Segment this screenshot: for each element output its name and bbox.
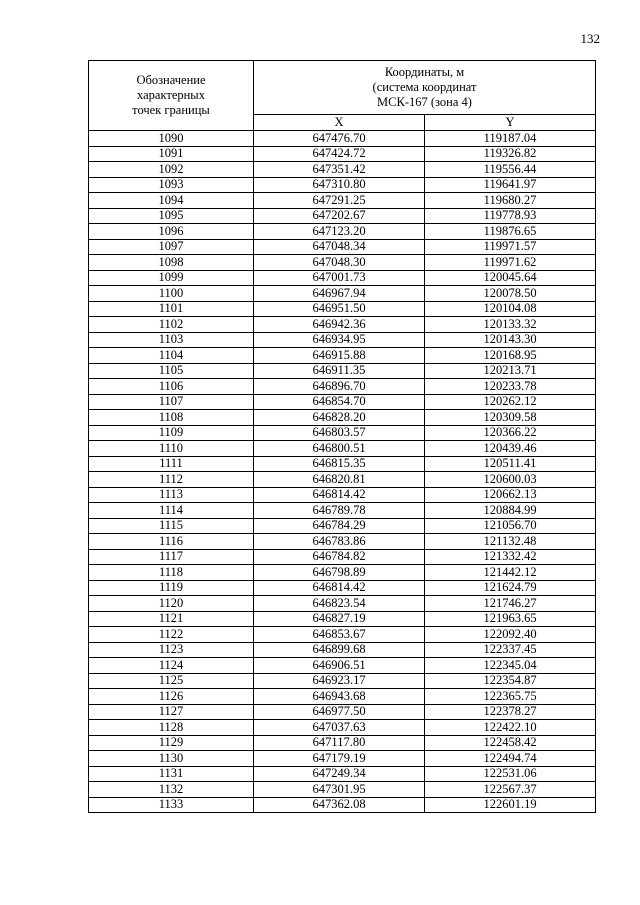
table-row (89, 193, 596, 209)
table-row (89, 224, 596, 240)
table-body (89, 131, 596, 813)
cell-y: 119876.65 (425, 224, 596, 240)
cell-point-id: 1091 (89, 146, 254, 162)
cell-point-id: 1124 (89, 658, 254, 674)
cell-x: 647117.80 (254, 735, 425, 751)
cell-point-id: 1111 (89, 456, 254, 472)
cell-y: 122531.06 (425, 766, 596, 782)
cell-x: 647424.72 (254, 146, 425, 162)
cell-x: 646803.57 (254, 425, 425, 441)
cell-x: 646854.70 (254, 394, 425, 410)
cell-x: 647310.80 (254, 177, 425, 193)
cell-x: 647362.08 (254, 797, 425, 813)
cell-y: 122422.10 (425, 720, 596, 736)
table-row (89, 487, 596, 503)
cell-x: 646783.86 (254, 534, 425, 550)
cell-y: 121624.79 (425, 580, 596, 596)
table-row (89, 472, 596, 488)
table-row (89, 363, 596, 379)
header-point-designation (89, 61, 254, 131)
cell-x: 647351.42 (254, 162, 425, 178)
cell-x: 646820.81 (254, 472, 425, 488)
cell-y: 119641.97 (425, 177, 596, 193)
cell-point-id: 1093 (89, 177, 254, 193)
cell-point-id: 1106 (89, 379, 254, 395)
table-row (89, 782, 596, 798)
cell-x: 646828.20 (254, 410, 425, 426)
cell-y: 121332.42 (425, 549, 596, 565)
cell-point-id: 1132 (89, 782, 254, 798)
cell-point-id: 1103 (89, 332, 254, 348)
cell-point-id: 1128 (89, 720, 254, 736)
cell-x: 646896.70 (254, 379, 425, 395)
cell-x: 646977.50 (254, 704, 425, 720)
table-row (89, 642, 596, 658)
table-row (89, 255, 596, 271)
cell-point-id: 1113 (89, 487, 254, 503)
cell-y: 122354.87 (425, 673, 596, 689)
cell-point-id: 1114 (89, 503, 254, 519)
cell-y: 122601.19 (425, 797, 596, 813)
cell-y: 120600.03 (425, 472, 596, 488)
cell-y: 122458.42 (425, 735, 596, 751)
header-coords-line: МСК-167 (зона 4) (377, 94, 472, 109)
cell-x: 646827.19 (254, 611, 425, 627)
table-row (89, 425, 596, 441)
table-row (89, 456, 596, 472)
header-y: Y (425, 114, 596, 130)
cell-point-id: 1099 (89, 270, 254, 286)
cell-point-id: 1133 (89, 797, 254, 813)
page-number: 132 (580, 31, 600, 46)
coordinates-table (88, 60, 596, 813)
cell-x: 647001.73 (254, 270, 425, 286)
cell-y: 120133.32 (425, 317, 596, 333)
table-row (89, 239, 596, 255)
table-row (89, 534, 596, 550)
table-row (89, 286, 596, 302)
cell-x: 647476.70 (254, 131, 425, 147)
cell-y: 119326.82 (425, 146, 596, 162)
cell-x: 646784.82 (254, 549, 425, 565)
cell-point-id: 1130 (89, 751, 254, 767)
cell-point-id: 1118 (89, 565, 254, 581)
cell-point-id: 1116 (89, 534, 254, 550)
cell-x: 647301.95 (254, 782, 425, 798)
table-row (89, 270, 596, 286)
cell-x: 646789.78 (254, 503, 425, 519)
table-row (89, 720, 596, 736)
table-row (89, 317, 596, 333)
table-row (89, 503, 596, 519)
table-row (89, 565, 596, 581)
cell-x: 646911.35 (254, 363, 425, 379)
cell-point-id: 1126 (89, 689, 254, 705)
cell-point-id: 1100 (89, 286, 254, 302)
cell-x: 647291.25 (254, 193, 425, 209)
cell-point-id: 1107 (89, 394, 254, 410)
cell-y: 120884.99 (425, 503, 596, 519)
cell-point-id: 1120 (89, 596, 254, 612)
cell-point-id: 1098 (89, 255, 254, 271)
cell-y: 121963.65 (425, 611, 596, 627)
cell-y: 119971.62 (425, 255, 596, 271)
header-point-line: точек границы (132, 103, 210, 117)
cell-point-id: 1105 (89, 363, 254, 379)
cell-x: 646906.51 (254, 658, 425, 674)
table-row (89, 332, 596, 348)
cell-y: 120168.95 (425, 348, 596, 364)
cell-x: 647202.67 (254, 208, 425, 224)
cell-point-id: 1104 (89, 348, 254, 364)
cell-point-id: 1123 (89, 642, 254, 658)
cell-point-id: 1095 (89, 208, 254, 224)
cell-y: 121056.70 (425, 518, 596, 534)
cell-y: 120662.13 (425, 487, 596, 503)
cell-y: 120511.41 (425, 456, 596, 472)
cell-y: 119187.04 (425, 131, 596, 147)
cell-y: 120262.12 (425, 394, 596, 410)
cell-point-id: 1097 (89, 239, 254, 255)
table-row (89, 348, 596, 364)
cell-y: 119778.93 (425, 208, 596, 224)
cell-point-id: 1119 (89, 580, 254, 596)
cell-y: 122345.04 (425, 658, 596, 674)
table-row (89, 394, 596, 410)
cell-x: 647037.63 (254, 720, 425, 736)
cell-y: 120366.22 (425, 425, 596, 441)
table-row (89, 596, 596, 612)
table-row (89, 518, 596, 534)
table-row (89, 673, 596, 689)
cell-point-id: 1115 (89, 518, 254, 534)
table-row (89, 162, 596, 178)
cell-y: 120143.30 (425, 332, 596, 348)
header-x: X (254, 114, 425, 130)
cell-x: 647048.30 (254, 255, 425, 271)
cell-x: 646798.89 (254, 565, 425, 581)
cell-y: 120439.46 (425, 441, 596, 457)
cell-x: 647123.20 (254, 224, 425, 240)
table-row (89, 379, 596, 395)
cell-x: 646951.50 (254, 301, 425, 317)
cell-point-id: 1101 (89, 301, 254, 317)
table-row (89, 177, 596, 193)
cell-x: 646853.67 (254, 627, 425, 643)
cell-y: 120309.58 (425, 410, 596, 426)
cell-x: 647048.34 (254, 239, 425, 255)
table-row (89, 146, 596, 162)
header-coords-line: Координаты, м (384, 64, 465, 79)
cell-point-id: 1112 (89, 472, 254, 488)
cell-point-id: 1129 (89, 735, 254, 751)
cell-point-id: 1127 (89, 704, 254, 720)
cell-y: 120104.08 (425, 301, 596, 317)
cell-y: 119680.27 (425, 193, 596, 209)
table-row (89, 611, 596, 627)
table-row (89, 735, 596, 751)
cell-x: 646943.68 (254, 689, 425, 705)
cell-y: 122365.75 (425, 689, 596, 705)
cell-x: 647249.34 (254, 766, 425, 782)
cell-y: 122337.45 (425, 642, 596, 658)
cell-x: 646823.54 (254, 596, 425, 612)
cell-y: 120078.50 (425, 286, 596, 302)
cell-point-id: 1110 (89, 441, 254, 457)
cell-y: 121746.27 (425, 596, 596, 612)
table-row (89, 580, 596, 596)
cell-y: 119971.57 (425, 239, 596, 255)
cell-x: 646800.51 (254, 441, 425, 457)
cell-x: 646815.35 (254, 456, 425, 472)
table-row (89, 797, 596, 813)
cell-y: 122378.27 (425, 704, 596, 720)
cell-x: 647179.19 (254, 751, 425, 767)
cell-x: 646899.68 (254, 642, 425, 658)
cell-y: 121132.48 (425, 534, 596, 550)
table-row (89, 627, 596, 643)
cell-x: 646967.94 (254, 286, 425, 302)
cell-point-id: 1102 (89, 317, 254, 333)
cell-point-id: 1117 (89, 549, 254, 565)
table-row (89, 689, 596, 705)
cell-y: 121442.12 (425, 565, 596, 581)
cell-point-id: 1122 (89, 627, 254, 643)
header-coords-line: (система координат (372, 79, 477, 94)
cell-x: 646934.95 (254, 332, 425, 348)
cell-y: 122494.74 (425, 751, 596, 767)
cell-point-id: 1096 (89, 224, 254, 240)
cell-point-id: 1090 (89, 131, 254, 147)
cell-point-id: 1094 (89, 193, 254, 209)
cell-y: 120213.71 (425, 363, 596, 379)
header-coordinates (254, 61, 596, 115)
table-row (89, 766, 596, 782)
cell-y: 122567.37 (425, 782, 596, 798)
cell-point-id: 1125 (89, 673, 254, 689)
header-point-line: характерных (137, 88, 205, 102)
table-row (89, 441, 596, 457)
cell-y: 119556.44 (425, 162, 596, 178)
table-row (89, 549, 596, 565)
table-row (89, 704, 596, 720)
header-point-line: Обозначение (136, 73, 206, 87)
cell-x: 646923.17 (254, 673, 425, 689)
table-row (89, 751, 596, 767)
cell-y: 122092.40 (425, 627, 596, 643)
cell-point-id: 1092 (89, 162, 254, 178)
cell-point-id: 1121 (89, 611, 254, 627)
table-row (89, 410, 596, 426)
cell-point-id: 1109 (89, 425, 254, 441)
cell-x: 646814.42 (254, 487, 425, 503)
cell-x: 646784.29 (254, 518, 425, 534)
table-row (89, 301, 596, 317)
cell-y: 120233.78 (425, 379, 596, 395)
cell-point-id: 1108 (89, 410, 254, 426)
cell-x: 646942.36 (254, 317, 425, 333)
cell-point-id: 1131 (89, 766, 254, 782)
table-row (89, 658, 596, 674)
table-row (89, 131, 596, 147)
cell-x: 646915.88 (254, 348, 425, 364)
cell-y: 120045.64 (425, 270, 596, 286)
table-row (89, 208, 596, 224)
cell-x: 646814.42 (254, 580, 425, 596)
